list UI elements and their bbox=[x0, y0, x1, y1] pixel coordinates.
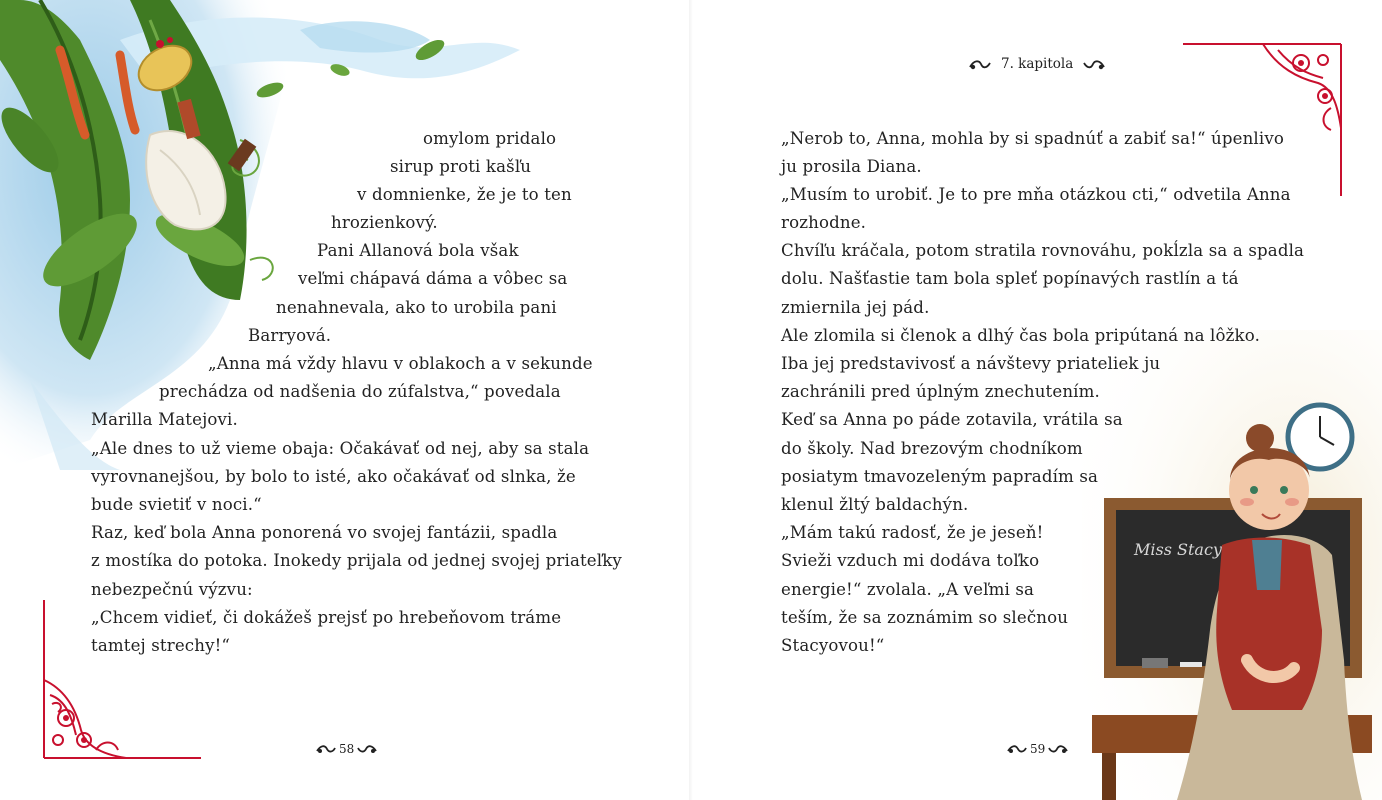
right-text-line: Keď sa Anna po páde zotavila, vrátila sa bbox=[781, 410, 1123, 429]
right-text-line: „Mám takú radosť, že je jeseň! bbox=[781, 523, 1044, 542]
teacher-illustration bbox=[1082, 330, 1382, 800]
right-text-line: posiatym tmavozeleným papradím sa bbox=[781, 467, 1099, 486]
right-text-line: Chvíľu kráčala, potom stratila rovnováhu, pokĺzla sa a spadla bbox=[781, 241, 1305, 260]
flourish-ornament bbox=[1007, 744, 1027, 754]
right-text-line: dolu. Našťastie tam bola spleť popínavých rastlín a tá bbox=[781, 269, 1239, 288]
right-text-line: zmiernila jej pád. bbox=[781, 298, 930, 317]
book-gutter bbox=[689, 0, 693, 800]
right-text-line: energie!“ zvolala. „A veľmi sa bbox=[781, 580, 1035, 599]
right-text-line: „Musím to urobiť. Je to pre mňa otázkou cti,“ odvetila Anna bbox=[781, 185, 1291, 204]
chapter-label: 7. kapitola bbox=[1001, 56, 1074, 72]
right-page bbox=[691, 0, 1382, 800]
flourish-ornament bbox=[357, 744, 377, 754]
right-text-line: ju prosila Diana. bbox=[781, 157, 922, 176]
left-text-line: v domnienke, že je to ten bbox=[357, 185, 572, 204]
page-number: 58 bbox=[339, 742, 355, 756]
left-text-line: tamtej strechy!“ bbox=[91, 636, 231, 655]
left-text-line: „Anna má vždy hlavu v oblakoch a v sekunde bbox=[208, 354, 593, 373]
left-text-line: omylom pridalo bbox=[423, 129, 557, 148]
right-text-line: Stacyovou!“ bbox=[781, 636, 885, 655]
left-text-line: sirup proti kašľu bbox=[390, 157, 532, 176]
flourish-ornament bbox=[1083, 59, 1105, 70]
left-text-line: Barryová. bbox=[248, 326, 332, 345]
page-number: 59 bbox=[1030, 742, 1046, 756]
right-text-line: Iba jej predstavivosť a návštevy priateliek ju bbox=[781, 354, 1161, 373]
left-text-line: Raz, keď bola Anna ponorená vo svojej fantázii, spadla bbox=[91, 523, 558, 542]
right-text-line: „Nerob to, Anna, mohla by si spadnúť a zabiť sa!“ úpenlivo bbox=[781, 129, 1284, 148]
right-text-line: Ale zlomila si členok a dlhý čas bola pripútaná na lôžko. bbox=[781, 326, 1261, 345]
flourish-ornament bbox=[969, 59, 991, 70]
chapter-header bbox=[969, 56, 1105, 72]
left-text-line: „Ale dnes to už vieme obaja: Očakávať od nej, aby sa stala bbox=[91, 439, 590, 458]
left-text-line: „Chcem vidieť, či dokážeš prejsť po hrebeňovom tráme bbox=[91, 608, 562, 627]
left-text-line: Marilla Matejovi. bbox=[91, 410, 238, 429]
page-number-right bbox=[1007, 742, 1068, 756]
right-text-line: Svieži vzduch mi dodáva toľko bbox=[781, 551, 1040, 570]
flourish-ornament bbox=[316, 744, 336, 754]
right-text-line: klenul žltý baldachýn. bbox=[781, 495, 969, 514]
page-number-left bbox=[316, 742, 377, 756]
svg-text:Miss Stacy: Miss Stacy bbox=[1134, 540, 1222, 559]
corner-ornament bbox=[1183, 38, 1348, 198]
flourish-ornament bbox=[1048, 744, 1068, 754]
right-text-line: do školy. Nad brezovým chodníkom bbox=[781, 439, 1083, 458]
right-text-line: zachránili pred úplným znechutením. bbox=[781, 382, 1100, 401]
right-text-line: rozhodne. bbox=[781, 213, 867, 232]
left-text-line: z mostíka do potoka. Inokedy prijala od jednej svojej priateľky bbox=[91, 551, 622, 570]
left-text-line: prechádza od nadšenia do zúfalstva,“ povedala bbox=[159, 382, 561, 401]
left-text-line: nenahnevala, ako to urobila pani bbox=[276, 298, 557, 317]
left-text-line: veľmi chápavá dáma a vôbec sa bbox=[298, 269, 568, 288]
right-text-line: teším, že sa zoznámim so slečnou bbox=[781, 608, 1069, 627]
corner-ornament bbox=[36, 600, 206, 765]
left-text-line: Pani Allanová bola však bbox=[317, 241, 519, 260]
left-text-line: nebezpečnú výzvu: bbox=[91, 580, 253, 599]
left-text-line: bude svietiť v noci.“ bbox=[91, 495, 262, 514]
left-text-line: vyrovnanejšou, by bolo to isté, ako očakávať od slnka, že bbox=[91, 467, 576, 486]
left-text-line: hrozienkový. bbox=[331, 213, 438, 232]
